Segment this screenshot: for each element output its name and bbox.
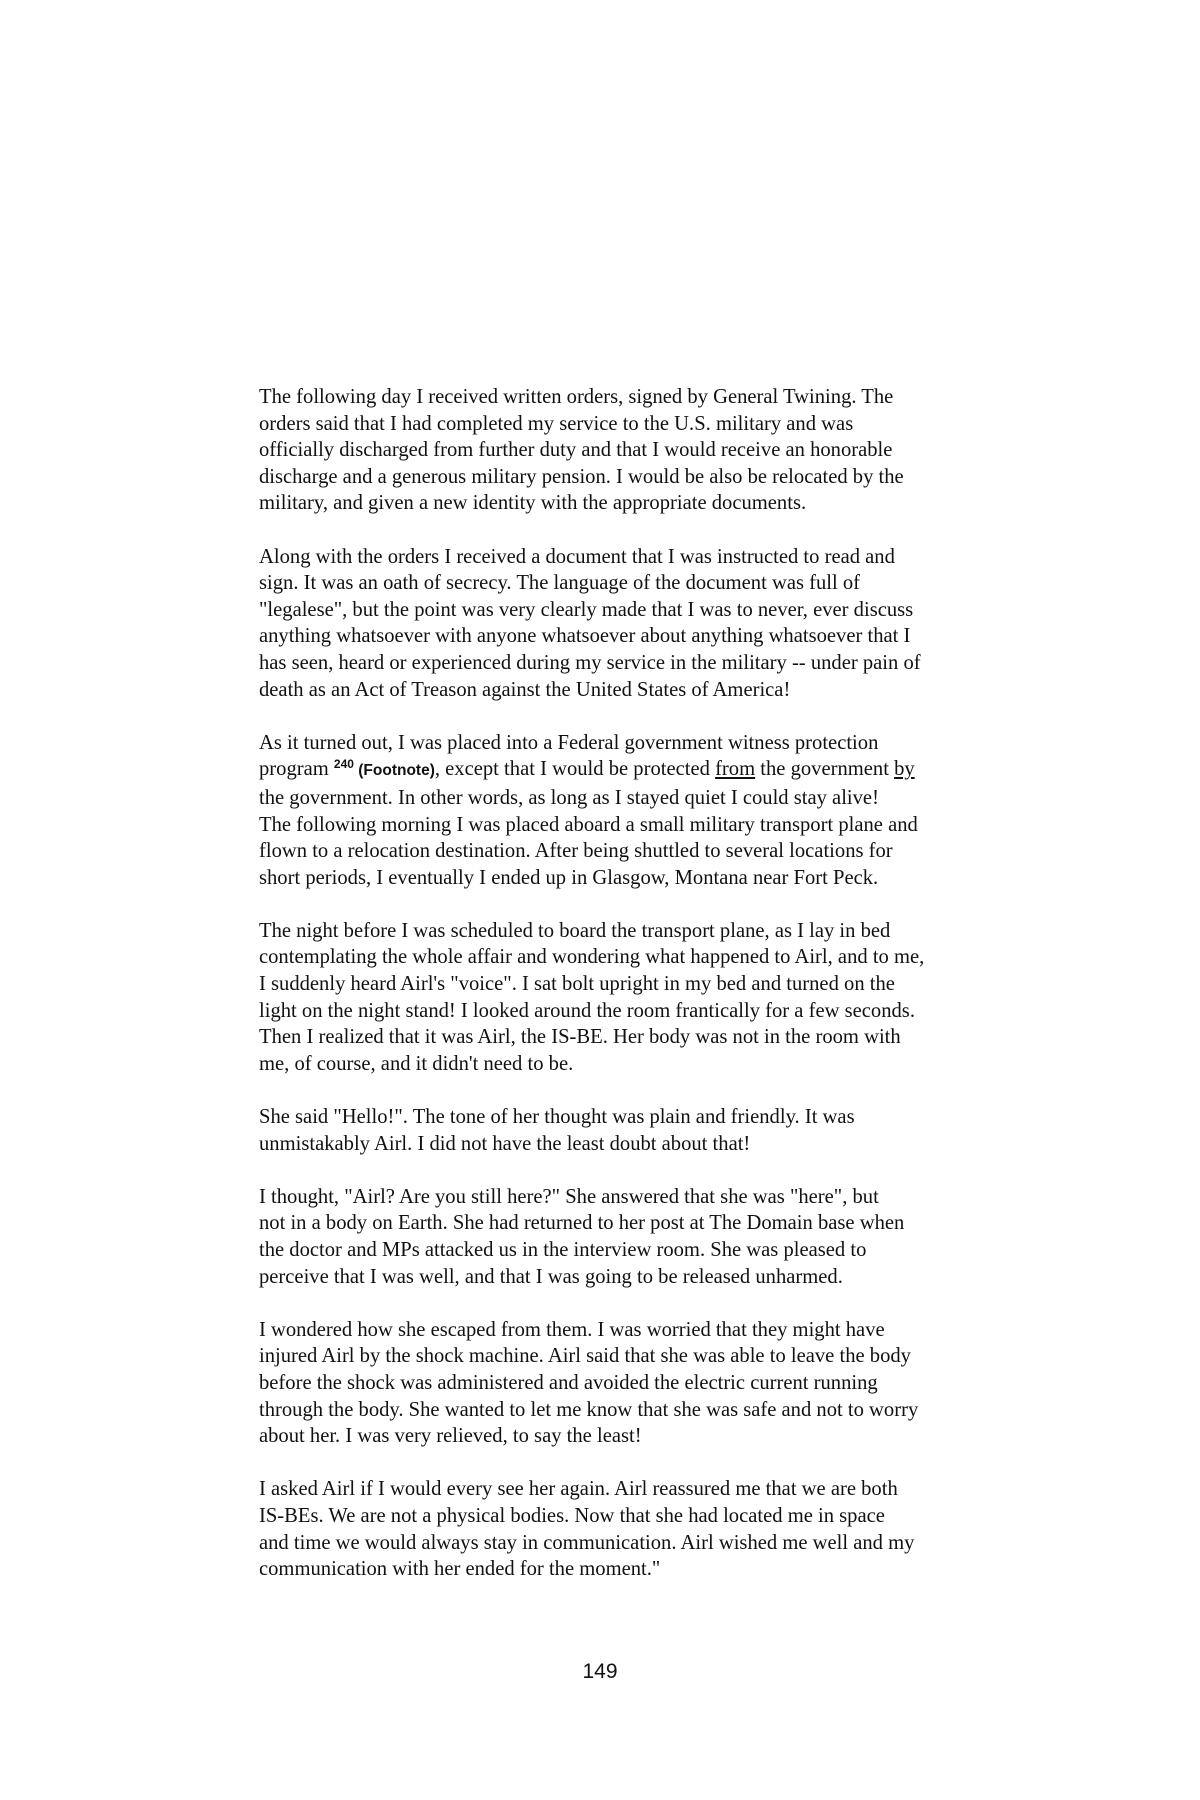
text-segment: program [259, 758, 334, 781]
paragraph-orders [259, 384, 1021, 517]
paragraph-still-here [259, 1184, 1021, 1290]
text-line: sign. It was an oath of secrecy. The language of the document was full of [259, 572, 861, 595]
paragraph-witness-protection [259, 730, 1021, 892]
text-line: I suddenly heard Airl's "voice". I sat bolt upright in my bed and turned on the [259, 973, 895, 996]
paragraph-oath [259, 544, 1021, 704]
text-segment: the government [755, 758, 895, 781]
text-line: short periods, I eventually I ended up in Glasgow, Montana near Fort Peck. [259, 866, 879, 889]
text-line: As it turned out, I was placed into a Federal government witness protection [259, 731, 879, 754]
underlined-word-from: from [715, 758, 756, 781]
body-text [259, 384, 1021, 1609]
text-line: perceive that I was well, and that I was going to be released unharmed. [259, 1265, 843, 1288]
text-line-footnote [259, 756, 1021, 785]
text-line: The following day I received written orders, signed by General Twining. The [259, 386, 894, 408]
text-line: I thought, "Airl? Are you still here?" She answered that she was "here", but [259, 1185, 879, 1208]
text-line: anything whatsoever with anyone whatsoever about anything whatsoever that I [259, 625, 911, 648]
text-line: officially discharged from further duty and that I would receive an honorable [259, 439, 893, 462]
text-segment: , except that I would be protected [434, 758, 716, 781]
text-line: Then I realized that it was Airl, the IS-BE. Her body was not in the room with [259, 1026, 901, 1049]
text-line: I asked Airl if I would every see her again. Airl reassured me that we are both [259, 1478, 898, 1501]
footnote-reference[interactable]: 240 [333, 757, 354, 772]
text-line: about her. I was very relieved, to say the least! [259, 1425, 642, 1448]
text-line: not in a body on Earth. She had returned to her post at The Domain base when [259, 1212, 905, 1235]
text-line: Along with the orders I received a document that I was instructed to read and [259, 545, 895, 568]
text-line: has seen, heard or experienced during my service in the military -- under pain of [259, 651, 921, 674]
paragraph-hello [259, 1104, 1021, 1157]
page-number: 149 [582, 1660, 618, 1683]
footnote-link[interactable]: (Footnote) [353, 762, 435, 780]
text-line: military, and given a new identity with the appropriate documents. [259, 492, 807, 515]
text-line: injured Airl by the shock machine. Airl said that she was able to leave the body [259, 1345, 911, 1368]
paragraph-night-before [259, 918, 1021, 1078]
text-line: before the shock was administered and avoided the electric current running [259, 1371, 878, 1394]
text-line: and time we would always stay in communication. Airl wished me well and my [259, 1531, 915, 1554]
text-line: "legalese", but the point was very clearly made that I was to never, ever discuss [259, 598, 914, 621]
text-line: the government. In other words, as long as I stayed quiet I could stay alive! [259, 786, 879, 809]
text-line: The following morning I was placed aboard a small military transport plane and [259, 813, 918, 836]
text-line: contemplating the whole affair and wondering what happened to Airl, and to me, [259, 946, 925, 969]
text-line: orders said that I had completed my service to the U.S. military and was [259, 412, 854, 435]
text-line: the doctor and MPs attacked us in the interview room. She was pleased to [259, 1239, 867, 1261]
paragraph-escape [259, 1317, 1021, 1450]
text-line: flown to a relocation destination. After being shuttled to several locations for [259, 840, 893, 863]
text-line: The night before I was scheduled to board the transport plane, as I lay in bed [259, 919, 891, 942]
paragraph-see-again [259, 1476, 1021, 1582]
text-line: discharge and a generous military pension. I would be also be relocated by the [259, 465, 904, 488]
text-line: unmistakably Airl. I did not have the least doubt about that! [259, 1132, 751, 1155]
text-line: communication with her ended for the moment." [259, 1558, 661, 1581]
text-line: me, of course, and it didn't need to be. [259, 1052, 574, 1075]
text-line: light on the night stand! I looked around the room frantically for a few seconds. [259, 999, 915, 1022]
text-line: IS-BEs. We are not a physical bodies. Now that she had located me in space [259, 1504, 885, 1527]
text-line: through the body. She wanted to let me know that she was safe and not to worry [259, 1398, 919, 1421]
underlined-word-by: by [894, 758, 915, 781]
text-line: death as an Act of Treason against the United States of America! [259, 678, 791, 701]
text-line: She said "Hello!". The tone of her thought was plain and friendly. It was [259, 1106, 855, 1129]
text-line: I wondered how she escaped from them. I was worried that they might have [259, 1318, 885, 1341]
